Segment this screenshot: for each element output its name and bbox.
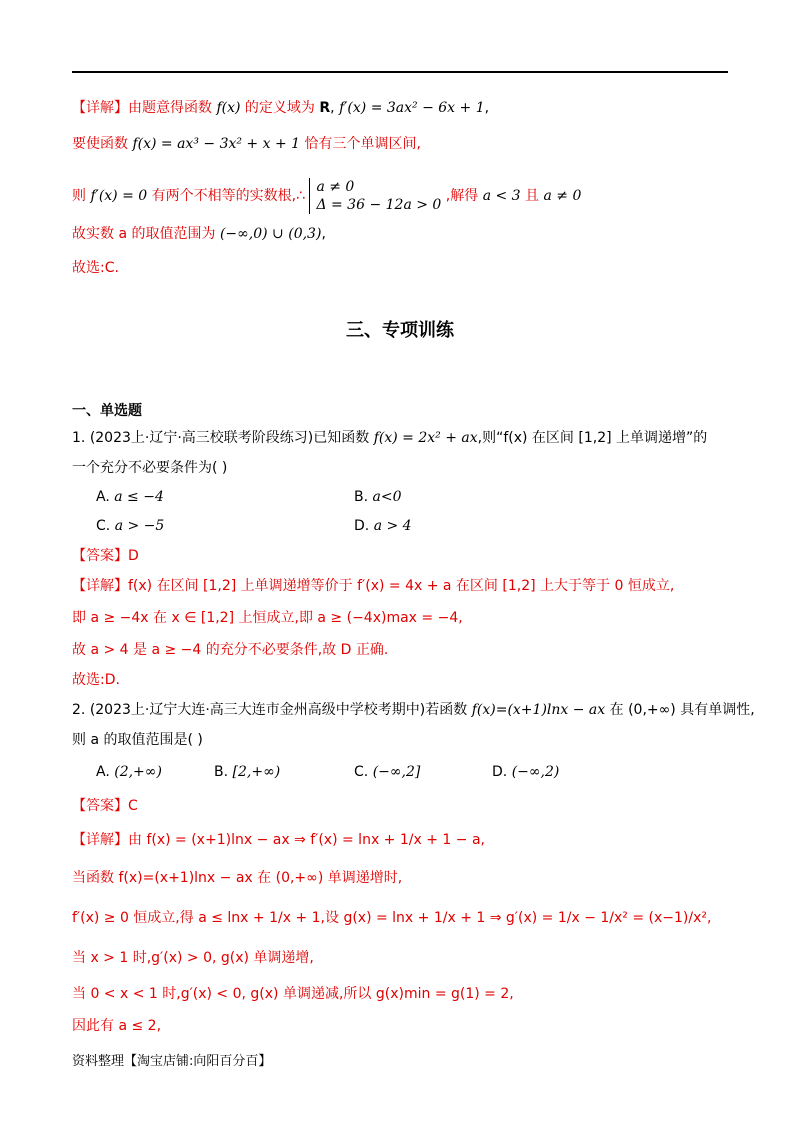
q1-detail-line-3: 故 a > 4 是 a ≥ −4 的充分不必要条件,故 D 正确. — [72, 642, 389, 658]
footer-note: 资料整理【淘宝店铺:向阳百分百】 — [72, 1054, 272, 1069]
question-type-heading: 一、单选题 — [72, 403, 142, 419]
q2-detail-line-1: 【详解】由 f(x) = (x+1)lnx − ax ⇒ f′(x) = lnx + 1/x + 1 − a, — [72, 832, 485, 848]
q2-detail-line-5: 当 0 < x < 1 时,g′(x) < 0, g(x) 单调递减,所以 g(x)min = g(1) = 2, — [72, 986, 514, 1002]
prev-solution-line-2: 要使函数 f(x) = ax³ − 3x² + x + 1 恰有三个单调区间, — [72, 136, 421, 152]
detail-tag: 【详解】 — [72, 100, 128, 116]
q2-answer: 【答案】C — [72, 798, 138, 814]
q2-stem-line-1: 2. (2023上·辽宁大连·高三大连市金州高级中学校考期中)若函数 f(x)=(x+1)lnx − ax 在 (0,+∞) 具有单调性, — [72, 702, 755, 718]
top-rule — [72, 71, 728, 73]
q2-option-b: B. [2,+∞) — [214, 764, 281, 780]
q2-detail-line-4: 当 x > 1 时,g′(x) > 0, g(x) 单调递增, — [72, 950, 314, 966]
q2-detail-line-3: f′(x) ≥ 0 恒成立,得 a ≤ lnx + 1/x + 1,设 g(x) = lnx + 1/x + 1 ⇒ g′(x) = 1/x − 1/x² = (x−1)/x², — [72, 910, 712, 926]
q1-detail-line-1: 【详解】f(x) 在区间 [1,2] 上单调递增等价于 f′(x) = 4x + a 在区间 [1,2] 上大于等于 0 恒成立, — [72, 578, 675, 594]
q1-answer: 【答案】D — [72, 548, 139, 564]
q1-option-b: B. a<0 — [354, 489, 402, 505]
q2-detail-line-6: 因此有 a ≤ 2, — [72, 1018, 162, 1034]
q2-stem-line-2: 则 a 的取值范围是( ) — [72, 732, 203, 748]
q1-option-a: A. a ≤ −4 — [96, 489, 164, 505]
equation-system: a ≠ 0 Δ = 36 − 12a > 0 — [309, 178, 441, 214]
section-heading: 三、专项训练 — [346, 320, 454, 341]
q1-detail-line-2: 即 a ≥ −4x 在 x ∈ [1,2] 上恒成立,即 a ≥ (−4x)max = −4, — [72, 610, 463, 626]
prev-solution-line-4: 故实数 a 的取值范围为 (−∞,0) ∪ (0,3), — [72, 226, 326, 242]
q1-stem-line-2: 一个充分不必要条件为( ) — [72, 460, 228, 476]
q2-option-a: A. (2,+∞) — [96, 764, 162, 780]
q1-detail-line-4: 故选:D. — [72, 672, 120, 688]
q2-option-d: D. (−∞,2) — [492, 764, 560, 780]
prev-solution-line-3: 则 f′(x) = 0 有两个不相等的实数根,∴ a ≠ 0 Δ = 36 − 12a > 0 ,解得 a < 3 且 a ≠ 0 — [72, 179, 582, 213]
prev-solution-line-1: 【详解】由题意得函数 f(x) 的定义域为 R, f′(x) = 3ax² − 6x + 1, — [72, 100, 490, 116]
prev-solution-choice: 故选:C. — [72, 260, 119, 276]
q1-option-c: C. a > −5 — [96, 518, 165, 534]
q1-stem-line-1: 1. (2023上·辽宁·高三校联考阶段练习)已知函数 f(x) = 2x² + ax,则“f(x) 在区间 [1,2] 上单调递增”的 — [72, 430, 708, 446]
q2-option-c: C. (−∞,2] — [354, 764, 421, 780]
q1-option-d: D. a > 4 — [354, 518, 412, 534]
q2-detail-line-2: 当函数 f(x)=(x+1)lnx − ax 在 (0,+∞) 单调递增时, — [72, 870, 403, 886]
